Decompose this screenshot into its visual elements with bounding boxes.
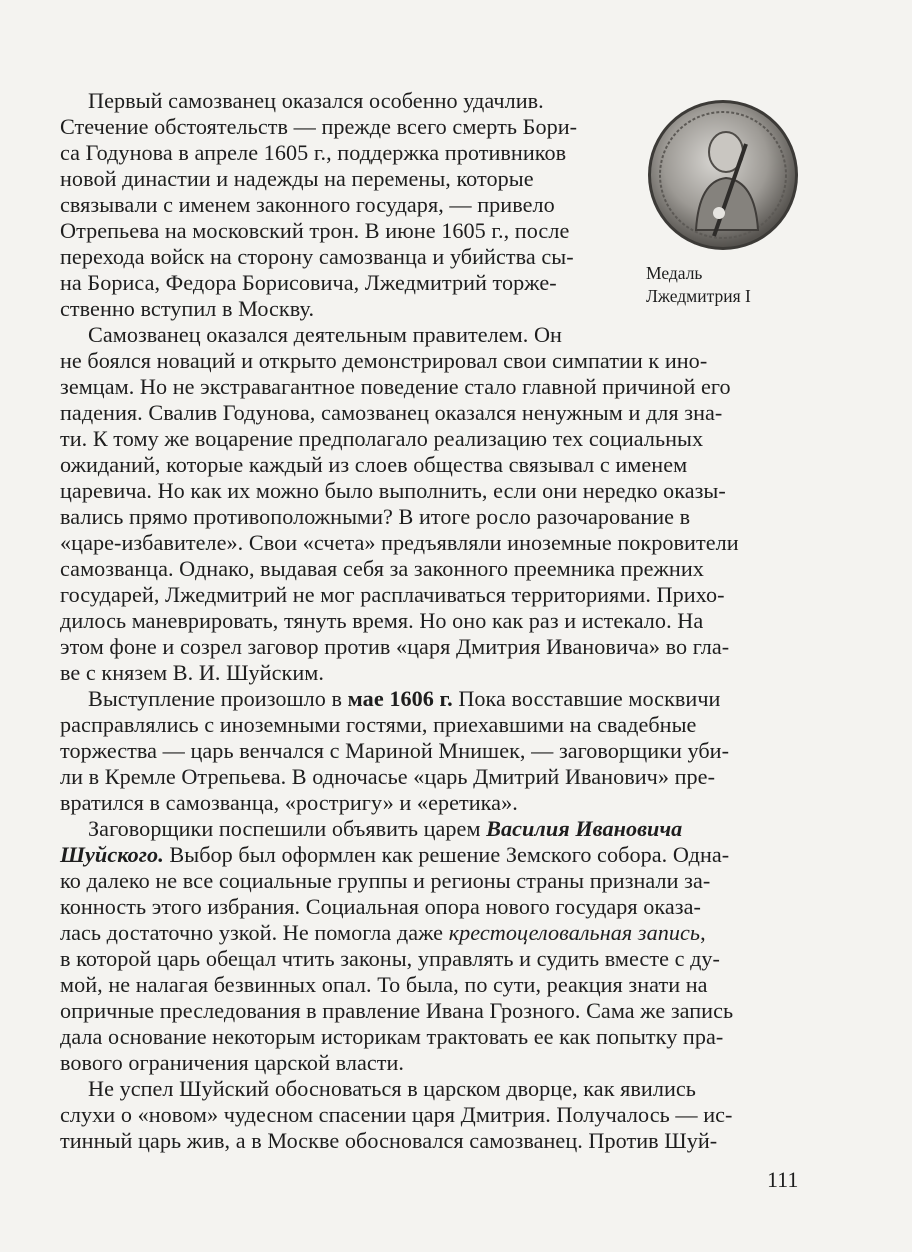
medal-caption-line1: Медаль: [646, 263, 703, 283]
text-line: ли в Кремле Отрепьева. В одночасье «царь Дмитрий Иванович» пре-: [60, 764, 716, 789]
text-line: ти. К тому же воцарение предполагало реализацию тех социальных: [60, 426, 704, 451]
text-line: перехода войск на сторону самозванца и убийства сы-: [60, 244, 574, 269]
emphasis-name: Василия Ивановича: [486, 816, 683, 841]
text-line: вового ограничения царской власти.: [60, 1050, 405, 1075]
text-line: Отрепьева на московский трон. В июне 1605 г., после: [60, 218, 570, 243]
emphasis-name: Шуйского.: [60, 842, 164, 867]
text-line: Не успел Шуйский обосноваться в царском дворце, как явились: [88, 1076, 696, 1101]
text-line: ственно вступил в Москву.: [60, 296, 315, 321]
text-line: Стечение обстоятельств — прежде всего смерть Бори-: [60, 114, 578, 139]
text-line: вратился в самозванца, «ростригу» и «еретика».: [60, 790, 518, 815]
text-line: ве с князем В. И. Шуйским.: [60, 660, 324, 685]
text-line: ко далеко не все социальные группы и регионы страны признали за-: [60, 868, 711, 893]
text-line: Заговорщики поспешили объявить царем Василия Ивановича: [88, 816, 683, 841]
text-line: торжества — царь венчался с Мариной Мнишек, — заговорщики уби-: [60, 738, 730, 763]
text-line: «царе-избавителе». Свои «счета» предъявляли иноземные покровители: [60, 530, 739, 555]
emphasis-term: крестоцеловальная запись: [448, 920, 701, 945]
text-line: дилось маневрировать, тянуть время. Но оно как раз и истекало. На: [60, 608, 704, 633]
text-line: новой династии и надежды на перемены, которые: [60, 166, 534, 191]
text-line: дала основание некоторым историкам трактовать ее как попытку пра-: [60, 1024, 724, 1049]
text-line: на Бориса, Федора Борисовича, Лжедмитрий торже-: [60, 270, 557, 295]
text-line: этом фоне и созрел заговор против «царя Дмитрия Ивановича» во гла-: [60, 634, 730, 659]
text-line: вались прямо противоположными? В итоге росло разочарование в: [60, 504, 691, 529]
text-line: ожиданий, которые каждый из слоев общества связывал с именем: [60, 452, 688, 477]
text-line: не боялся новаций и открыто демонстрировал свои симпатии к ино-: [60, 348, 708, 373]
text-line: царевича. Но как их можно было выполнить, если они нередко оказы-: [60, 478, 726, 503]
text-line: Самозванец оказался деятельным правителем. Он: [88, 322, 562, 347]
text-line: Шуйского. Выбор был оформлен как решение Земского собора. Одна-: [60, 842, 730, 867]
text-line: са Годунова в апреле 1605 г., поддержка противников: [60, 140, 567, 165]
text-line: падения. Свалив Годунова, самозванец оказался ненужным и для зна-: [60, 400, 723, 425]
bold-date: мае 1606 г.: [347, 686, 453, 711]
medal-caption-line2: Лжедмитрия I: [646, 286, 751, 306]
page-number: 111: [767, 1167, 799, 1192]
text-line: Первый самозванец оказался особенно удачлив.: [88, 88, 544, 113]
text-line: самозванца. Однако, выдавая себя за законного преемника прежних: [60, 556, 704, 581]
text-line: слухи о «новом» чудесном спасении царя Дмитрия. Получалось — ис-: [60, 1102, 733, 1127]
text-line: расправлялись с иноземными гостями, приехавшими на свадебные: [60, 712, 697, 737]
text-line: связывали с именем законного государя, — привело: [60, 192, 555, 217]
text-line: тинный царь жив, а в Москве обосновался самозванец. Против Шуй-: [60, 1128, 718, 1153]
text-line: Выступление произошло в мае 1606 г. Пока восставшие москвичи: [88, 686, 721, 711]
text-line: лась достаточно узкой. Не помогла даже крестоцеловальная запись,: [60, 920, 706, 945]
text-line: в которой царь обещал чтить законы, управлять и судить вместе с ду-: [60, 946, 720, 971]
text-line: опричные преследования в правление Ивана Грозного. Сама же запись: [60, 998, 734, 1023]
text-line: государей, Лжедмитрий не мог расплачиваться территориями. Прихо-: [60, 582, 725, 607]
text-line: конность этого избрания. Социальная опора нового государя оказа-: [60, 894, 701, 919]
text-line: мой, не налагая безвинных опал. То была, по сути, реакция знати на: [60, 972, 708, 997]
text-line: земцам. Но не экстравагантное поведение стало главной причиной его: [60, 374, 731, 399]
